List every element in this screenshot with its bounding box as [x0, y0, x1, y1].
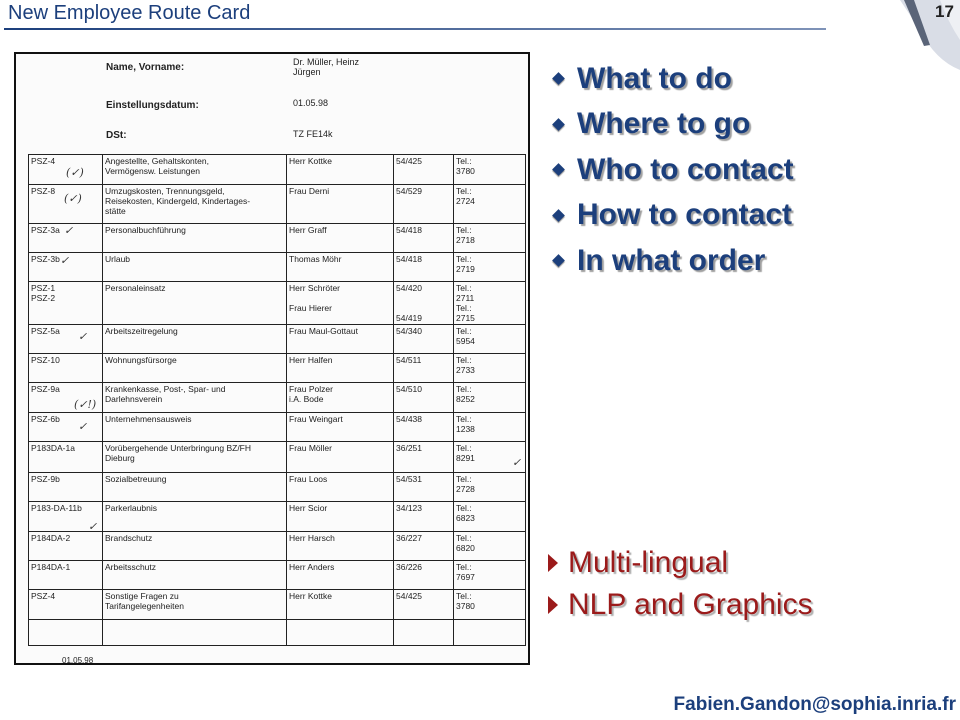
cell-line: Tarifangelegenheiten: [105, 601, 184, 611]
cell-line: Tel.:: [456, 355, 472, 365]
cell-person: [287, 532, 394, 561]
cell-line: 54/420: [396, 283, 422, 293]
cell-line: PSZ-4: [31, 156, 56, 166]
date-value: 01.05.98: [293, 98, 329, 108]
footer-email: Fabien.Gandon@sophia.inria.fr: [673, 694, 956, 715]
table-row: [29, 442, 526, 473]
cell-code: [29, 473, 103, 502]
cell-line: 54/425: [396, 156, 422, 166]
cell-line: Krankenkasse, Post-, Spar- und: [105, 384, 226, 394]
cell-line: 8252: [456, 394, 475, 404]
form-header: [16, 54, 528, 152]
cell-line: [396, 293, 451, 303]
cell-line: 2715: [456, 313, 475, 323]
cell-tel: [454, 325, 526, 354]
cell-person: [287, 413, 394, 442]
cell-line: i.A. Bode: [289, 394, 324, 404]
cell-line: PSZ-6b: [31, 414, 60, 424]
cell-line: PSZ-5a: [31, 326, 60, 336]
handwritten-check: ✓: [64, 224, 74, 237]
cell-line: Herr Halfen: [289, 355, 333, 365]
cell-line: Tel.:: [456, 254, 472, 264]
cell-line: Tel.:: [456, 156, 472, 166]
cell-line: 54/511: [396, 355, 422, 365]
table-row: [29, 502, 526, 532]
cell-line: Herr Scior: [289, 503, 328, 513]
table-row: [29, 532, 526, 561]
cell-task: [103, 185, 287, 224]
cell-line: Tel.:: [456, 443, 472, 453]
handwritten-check: ✓: [78, 420, 88, 433]
cell-tel: [454, 590, 526, 620]
name-value: Dr. Müller, Heinz Jürgen: [293, 57, 360, 77]
cell-line: 2733: [456, 365, 475, 375]
scanned-route-card: [14, 52, 530, 665]
route-table: [28, 154, 526, 646]
cell-room: [394, 282, 454, 325]
handwritten-check: ✓: [88, 520, 98, 533]
cell-room: [394, 155, 454, 185]
cell-line: [31, 621, 100, 631]
cell-line: 54/438: [396, 414, 422, 424]
table-row: [29, 325, 526, 354]
cell-line: 3780: [456, 601, 475, 611]
table-row: [29, 282, 526, 325]
cell-line: Frau Polzer: [289, 384, 333, 394]
cell-line: Tel.:: [456, 503, 472, 513]
cell-line: Frau Weingart: [289, 414, 343, 424]
cell-line: Frau Loos: [289, 474, 328, 484]
table-row: [29, 253, 526, 282]
cell-line: 2728: [456, 484, 475, 494]
cell-tel: [454, 620, 526, 646]
cell-person: [287, 325, 394, 354]
cell-line: Angestellte, Gehaltskonten,: [105, 156, 209, 166]
cell-line: Parkerlaubnis: [105, 503, 157, 513]
cell-line: 1238: [456, 424, 475, 434]
cell-line: PSZ-8: [31, 186, 56, 196]
cell-line: PSZ-9a: [31, 384, 60, 394]
cell-line: [456, 621, 523, 631]
cell-line: Frau Möller: [289, 443, 332, 453]
cell-line: [105, 621, 284, 631]
cell-line: Tel.:: [456, 225, 472, 235]
cell-line: Herr Harsch: [289, 533, 335, 543]
cell-line: Tel.:: [456, 283, 472, 293]
table-row: [29, 590, 526, 620]
cell-person: [287, 473, 394, 502]
cell-tel: [454, 282, 526, 325]
cell-line: Personalbuchführung: [105, 225, 186, 235]
cell-code: [29, 282, 103, 325]
cell-task: [103, 532, 287, 561]
cell-line: 54/340: [396, 326, 422, 336]
cell-line: P184DA-2: [31, 533, 71, 543]
cell-line: PSZ-2: [31, 293, 56, 303]
table-row: [29, 620, 526, 646]
cell-person: [287, 253, 394, 282]
cell-line: 54/510: [396, 384, 422, 394]
feature-list: [546, 542, 813, 626]
cell-line: PSZ-9b: [31, 474, 60, 484]
cell-line: Sonstige Fragen zu: [105, 591, 179, 601]
cell-line: Umzugskosten, Trennungsgeld,: [105, 186, 225, 196]
cell-line: 36/227: [396, 533, 422, 543]
cell-tel: [454, 532, 526, 561]
cell-room: [394, 590, 454, 620]
cell-tel: [454, 561, 526, 590]
cell-line: Herr Graff: [289, 225, 327, 235]
diamond-bullet-icon: [552, 254, 565, 267]
cell-person: [287, 442, 394, 473]
cell-task: [103, 413, 287, 442]
handwritten-check: (✓): [64, 192, 82, 205]
cell-line: Arbeitszeitregelung: [105, 326, 178, 336]
cell-tel: [454, 224, 526, 253]
cell-task: [103, 253, 287, 282]
cell-line: Arbeitsschutz: [105, 562, 157, 572]
handwritten-check: (✓!): [74, 398, 97, 411]
cell-line: PSZ-10: [31, 355, 60, 365]
date-label: Einstellungsdatum:: [106, 100, 199, 111]
cell-line: Reisekosten, Kindergeld, Kindertages-: [105, 196, 251, 206]
cell-line: 54/418: [396, 254, 422, 264]
cell-line: Thomas Möhr: [289, 254, 342, 264]
name-label: Name, Vorname:: [106, 62, 185, 73]
cell-line: 2724: [456, 196, 475, 206]
cell-line: Wohnungsfürsorge: [105, 355, 177, 365]
cell-line: Tel.:: [456, 591, 472, 601]
cell-line: 36/226: [396, 562, 422, 572]
cell-tel: [454, 502, 526, 532]
cell-room: [394, 413, 454, 442]
cell-task: [103, 590, 287, 620]
question-item: Who to contact: [548, 147, 794, 193]
cell-room: [394, 532, 454, 561]
cell-person: [287, 354, 394, 383]
cell-line: Tel.:: [456, 186, 472, 196]
cell-line: 54/418: [396, 225, 422, 235]
cell-line: P183DA-1a: [31, 443, 75, 453]
cell-line: Tel.:: [456, 474, 472, 484]
cell-line: PSZ-1: [31, 283, 56, 293]
cell-line: 54/529: [396, 186, 422, 196]
cell-task: [103, 354, 287, 383]
cell-line: 3780: [456, 166, 475, 176]
cell-task: [103, 282, 287, 325]
cell-line: Tel.:: [456, 384, 472, 394]
cell-room: [394, 442, 454, 473]
cell-task: [103, 224, 287, 253]
cell-tel: [454, 354, 526, 383]
cell-task: [103, 473, 287, 502]
cell-line: 7697: [456, 572, 475, 582]
cell-line: Tel.:: [456, 414, 472, 424]
diamond-bullet-icon: [552, 163, 565, 176]
cell-code: [29, 532, 103, 561]
cell-code: [29, 325, 103, 354]
cell-line: Herr Anders: [289, 562, 335, 572]
cell-room: [394, 325, 454, 354]
cell-tel: [454, 383, 526, 413]
table-row: [29, 155, 526, 185]
cell-line: Vermögensw. Leistungen: [105, 166, 200, 176]
cell-tel: [454, 155, 526, 185]
handwritten-check: ✓: [512, 456, 522, 469]
cell-line: Tel.:: [456, 326, 472, 336]
table-row: [29, 561, 526, 590]
cell-line: PSZ-4: [31, 591, 56, 601]
cell-line: [396, 621, 451, 631]
cell-person: [287, 155, 394, 185]
cell-room: [394, 354, 454, 383]
slide-title: New Employee Route Card: [8, 2, 251, 24]
cell-line: [289, 293, 391, 303]
cell-room: [394, 185, 454, 224]
cell-code: [29, 590, 103, 620]
cell-line: stätte: [105, 206, 126, 216]
cell-line: Urlaub: [105, 254, 131, 264]
cell-line: 34/123: [396, 503, 422, 513]
cell-tel: [454, 473, 526, 502]
cell-line: Frau Derni: [289, 186, 330, 196]
cell-person: [287, 620, 394, 646]
handwritten-check: ✓: [78, 330, 88, 343]
cell-room: [394, 253, 454, 282]
cell-line: Tel.:: [456, 303, 472, 313]
cell-line: 6820: [456, 543, 475, 553]
cell-room: [394, 224, 454, 253]
cell-person: [287, 224, 394, 253]
diamond-bullet-icon: [552, 209, 565, 222]
cell-line: 2718: [456, 235, 475, 245]
cell-tel: [454, 185, 526, 224]
cell-line: Sozialbetreuung: [105, 474, 167, 484]
table-row: [29, 413, 526, 442]
cell-line: 6823: [456, 513, 475, 523]
cell-task: [103, 442, 287, 473]
cell-line: 54/531: [396, 474, 422, 484]
cell-code: [29, 354, 103, 383]
table-row: [29, 354, 526, 383]
cell-code: [29, 442, 103, 473]
question-item: Where to go: [548, 102, 794, 148]
cell-line: 8291: [456, 453, 475, 463]
cell-code: [29, 620, 103, 646]
cell-line: 36/251: [396, 443, 422, 453]
cell-line: P183-DA-11b: [31, 503, 82, 513]
table-row: [29, 383, 526, 413]
question-item: How to contact: [548, 193, 794, 239]
cell-task: [103, 502, 287, 532]
cell-person: [287, 383, 394, 413]
cell-line: [289, 621, 391, 631]
handwritten-check: (✓): [66, 166, 84, 179]
cell-room: [394, 383, 454, 413]
cell-task: [103, 620, 287, 646]
cell-person: [287, 561, 394, 590]
question-item: In what order: [548, 238, 794, 284]
dst-label: DSt:: [106, 130, 127, 141]
cell-tel: [454, 413, 526, 442]
cell-line: Tel.:: [456, 533, 472, 543]
cell-room: [394, 620, 454, 646]
table-row: [29, 224, 526, 253]
cell-person: [287, 502, 394, 532]
form-footer-date: 01.05.98: [62, 656, 94, 665]
cell-line: [396, 303, 451, 313]
cell-line: 54/425: [396, 591, 422, 601]
cell-line: PSZ-3b: [31, 254, 60, 264]
cell-line: Herr Kottke: [289, 156, 332, 166]
question-list: [548, 56, 794, 284]
feature-item: NLP and Graphics: [546, 584, 813, 626]
diamond-bullet-icon: [552, 72, 565, 85]
cell-task: [103, 383, 287, 413]
feature-item: Multi-lingual: [546, 542, 813, 584]
cell-person: [287, 185, 394, 224]
cell-code: [29, 561, 103, 590]
cell-line: Unternehmensausweis: [105, 414, 192, 424]
cell-room: [394, 502, 454, 532]
cell-line: Herr Kottke: [289, 591, 332, 601]
cell-line: 5954: [456, 336, 475, 346]
cell-line: Frau Maul-Gottaut: [289, 326, 358, 336]
cell-task: [103, 561, 287, 590]
cell-line: PSZ-3a: [31, 225, 60, 235]
handwritten-check: ✓: [60, 254, 70, 267]
cell-line: P184DA-1: [31, 562, 71, 572]
cell-line: 2711: [456, 293, 475, 303]
cell-room: [394, 473, 454, 502]
cell-line: 54/419: [396, 313, 422, 323]
triangle-bullet-icon: [548, 554, 558, 572]
cell-line: Herr Schröter: [289, 283, 341, 293]
question-item: What to do: [548, 56, 794, 102]
title-underline: [4, 28, 826, 30]
cell-room: [394, 561, 454, 590]
triangle-bullet-icon: [548, 596, 558, 614]
table-row: [29, 473, 526, 502]
cell-tel: [454, 253, 526, 282]
cell-line: Darlehnsverein: [105, 394, 163, 404]
cell-person: [287, 590, 394, 620]
dst-value: TZ FE14k: [293, 129, 333, 139]
cell-code: [29, 413, 103, 442]
cell-task: [103, 325, 287, 354]
cell-line: Frau Hierer: [289, 303, 332, 313]
cell-line: Dieburg: [105, 453, 135, 463]
page-number: 17: [935, 2, 954, 21]
cell-line: Brandschutz: [105, 533, 153, 543]
cell-line: 2719: [456, 264, 475, 274]
cell-line: Tel.:: [456, 562, 472, 572]
diamond-bullet-icon: [552, 118, 565, 131]
cell-task: [103, 155, 287, 185]
cell-line: Personaleinsatz: [105, 283, 166, 293]
cell-person: [287, 282, 394, 325]
cell-line: Vorübergehende Unterbringung BZ/FH: [105, 443, 252, 453]
table-row: [29, 185, 526, 224]
